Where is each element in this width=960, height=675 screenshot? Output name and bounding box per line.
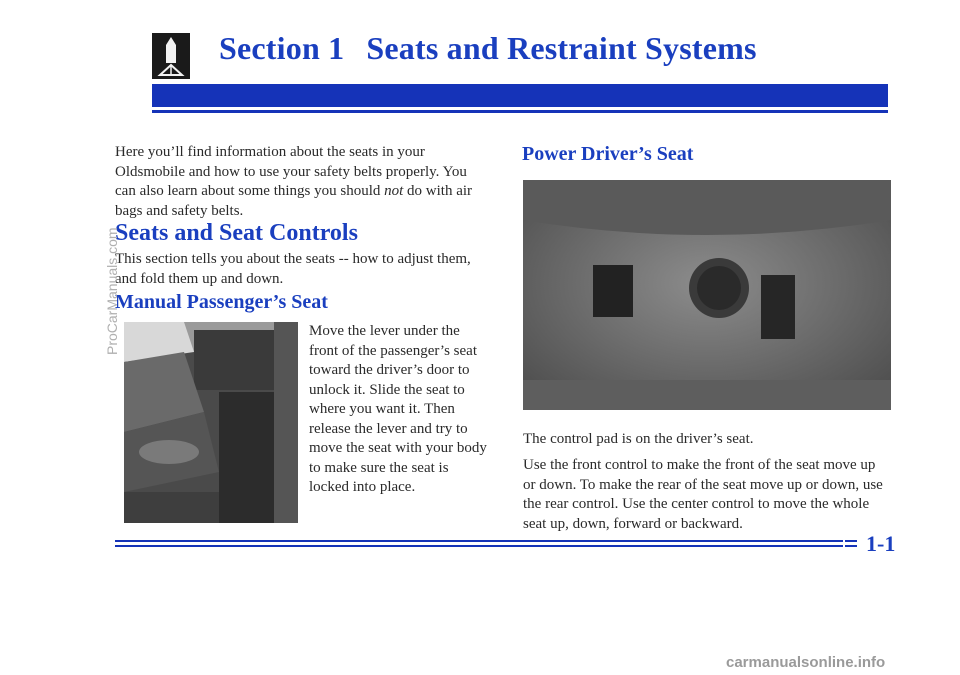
header-band — [152, 84, 888, 107]
power-seat-paragraph: Use the front control to make the front of the seat move up or down. To make the rear of the seat move up or down, use the rear control. Use the center control to move the whole seat up, down, forward or backward. — [523, 457, 883, 532]
manual-seat-paragraph: Move the lever under the front of the passenger’s seat toward the driver’s door to unlock it. Slide the seat to where you want it. Then release the lever and try to move the seat with your body to make sure the seat is locked into place. — [309, 323, 487, 495]
side-watermark: ProCarManuals.com — [104, 227, 120, 355]
footer-rule-dash — [845, 545, 857, 547]
power-seat-heading: Power Driver’s Seat — [522, 143, 694, 165]
section-name: Seats and Restraint Systems — [366, 30, 757, 66]
manual-seat-heading: Manual Passenger’s Seat — [115, 291, 328, 313]
intro-paragraph — [115, 143, 491, 221]
oldsmobile-logo-icon — [152, 33, 190, 79]
footer-rule-top — [115, 540, 843, 542]
power-seat-photo — [523, 180, 891, 410]
intro-text-end: do with air bags and safety belts. — [115, 183, 473, 219]
manual-seat-photo — [124, 322, 298, 523]
seats-controls-heading: Seats and Seat Controls — [115, 220, 358, 246]
intro-emphasis: not — [384, 183, 404, 199]
page-number: 1-1 — [866, 531, 896, 556]
power-seat-caption: The control pad is on the driver’s seat. — [523, 431, 754, 447]
section-title — [219, 30, 757, 67]
intro-text-start: Here you’ll find information about the seats in your Oldsmobile and how to use your safety belts properly. You can also learn about some things you should — [115, 144, 467, 199]
header-rule — [152, 110, 888, 113]
bottom-watermark: carmanualsonline.info — [726, 654, 886, 671]
seats-controls-paragraph: This section tells you about the seats -- how to adjust them, and fold them up and down. — [115, 251, 471, 287]
section-number: Section 1 — [219, 30, 345, 66]
footer-rule-dash — [845, 540, 857, 542]
footer-rule-bottom — [115, 545, 843, 547]
